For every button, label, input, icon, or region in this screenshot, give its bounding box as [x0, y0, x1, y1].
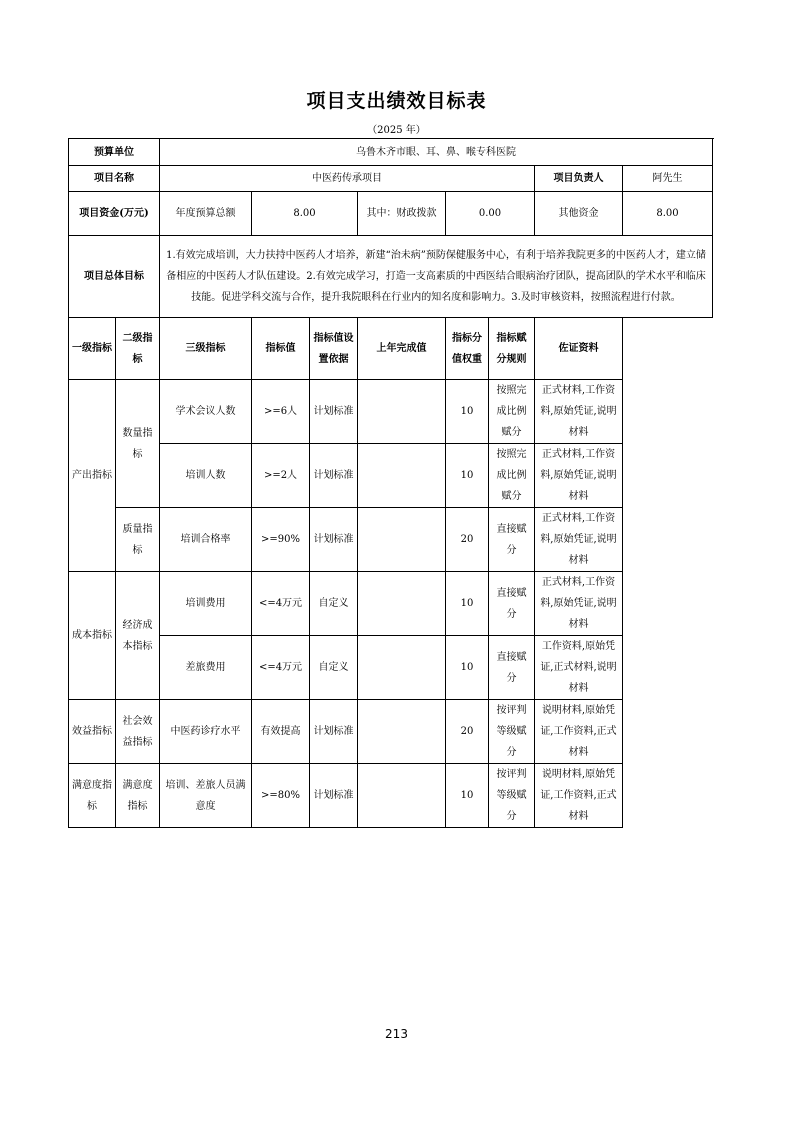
table-row	[69, 380, 713, 444]
indicator-basis: 计划标准	[310, 380, 358, 444]
indicator-basis: 计划标准	[310, 764, 358, 828]
goal-label: 项目总体目标	[69, 236, 160, 318]
indicator-rule: 直接赋分	[489, 572, 535, 636]
level1-benefit: 效益指标	[69, 700, 116, 764]
budget-unit-value: 乌鲁木齐市眼、耳、鼻、喉专科医院	[160, 139, 713, 166]
table-row	[69, 572, 713, 636]
indicator-basis: 计划标准	[310, 444, 358, 508]
other-funds-label: 其他资金	[535, 192, 623, 236]
header-level1: 一级指标	[69, 318, 116, 380]
indicator-rule: 按照完成比例赋分	[489, 444, 535, 508]
indicator-name: 培训、差旅人员满意度	[160, 764, 252, 828]
indicator-basis: 计划标准	[310, 508, 358, 572]
goal-row	[69, 236, 713, 318]
table-row	[69, 636, 713, 700]
indicator-value: >=2人	[252, 444, 310, 508]
performance-table	[68, 138, 713, 828]
header-level2: 二级指标	[116, 318, 160, 380]
level2-quantity: 数量指标	[116, 380, 160, 508]
project-name-value: 中医药传承项目	[160, 166, 535, 192]
level2-satisfaction: 满意度指标	[116, 764, 160, 828]
indicator-last-year	[358, 444, 446, 508]
page-title: 项目支出绩效目标表	[306, 90, 487, 112]
header-row	[69, 318, 713, 380]
header-value: 指标值	[252, 318, 310, 380]
funds-label: 项目资金(万元)	[69, 192, 160, 236]
indicator-rule: 直接赋分	[489, 508, 535, 572]
other-funds-value: 8.00	[623, 192, 713, 236]
indicator-weight: 20	[446, 508, 489, 572]
indicator-proof: 正式材料,工作资料,原始凭证,说明材料	[535, 380, 623, 444]
header-last-year: 上年完成值	[358, 318, 446, 380]
indicator-name: 学术会议人数	[160, 380, 252, 444]
indicator-name: 培训费用	[160, 572, 252, 636]
indicator-weight: 10	[446, 380, 489, 444]
indicator-weight: 10	[446, 636, 489, 700]
indicator-proof: 说明材料,原始凭证,工作资料,正式材料	[535, 700, 623, 764]
header-proof: 佐证资料	[535, 318, 623, 380]
indicator-rule: 按照完成比例赋分	[489, 380, 535, 444]
indicator-name: 差旅费用	[160, 636, 252, 700]
funds-row	[69, 192, 713, 236]
indicator-name: 培训合格率	[160, 508, 252, 572]
goal-text: 1.有效完成培训，大力扶持中医药人才培养，新建“治未病”预防保健服务中心，有利于培养我院更多的中医药人才，建立储备相应的中医药人才队伍建设。2.有效完成学习，打造一支高素质的中西医结合眼病治疗团队，提高团队的学术水平和临床技能。促进学科交流与合作，提升我院眼科在行业内的知名度和影响力。3.及时审核资料，按照流程进行付款。	[160, 236, 713, 318]
table-row	[69, 764, 713, 828]
indicator-proof: 正式材料,工作资料,原始凭证,说明材料	[535, 444, 623, 508]
level2-social: 社会效益指标	[116, 700, 160, 764]
header-rule: 指标赋分规则	[489, 318, 535, 380]
annual-total-value: 8.00	[252, 192, 358, 236]
indicator-last-year	[358, 700, 446, 764]
level2-quality: 质量指标	[116, 508, 160, 572]
leader-value: 阿先生	[623, 166, 713, 192]
year-label: （2025 年）	[367, 125, 426, 136]
indicator-proof: 正式材料,工作资料,原始凭证,说明材料	[535, 572, 623, 636]
level2-economic: 经济成本指标	[116, 572, 160, 700]
indicator-last-year	[358, 380, 446, 444]
page-number: 213	[385, 1027, 408, 1041]
indicator-value: <=4万元	[252, 572, 310, 636]
project-name-row	[69, 166, 713, 192]
indicator-value: >=6人	[252, 380, 310, 444]
indicator-weight: 10	[446, 764, 489, 828]
indicator-last-year	[358, 764, 446, 828]
indicator-last-year	[358, 572, 446, 636]
header-weight: 指标分值权重	[446, 318, 489, 380]
indicator-weight: 20	[446, 700, 489, 764]
indicator-name: 培训人数	[160, 444, 252, 508]
indicator-value: >=90%	[252, 508, 310, 572]
indicator-name: 中医药诊疗水平	[160, 700, 252, 764]
indicator-last-year	[358, 508, 446, 572]
level1-cost: 成本指标	[69, 572, 116, 700]
indicator-proof: 正式材料,工作资料,原始凭证,说明材料	[535, 508, 623, 572]
indicator-basis: 计划标准	[310, 700, 358, 764]
fiscal-label: 其中：财政拨款	[358, 192, 446, 236]
indicator-proof: 说明材料,原始凭证,工作资料,正式材料	[535, 764, 623, 828]
fiscal-value: 0.00	[446, 192, 535, 236]
level1-output: 产出指标	[69, 380, 116, 572]
level1-satisfaction: 满意度指标	[69, 764, 116, 828]
indicator-value: >=80%	[252, 764, 310, 828]
annual-total-label: 年度预算总额	[160, 192, 252, 236]
header-basis: 指标值设置依据	[310, 318, 358, 380]
leader-label: 项目负责人	[535, 166, 623, 192]
header-level3: 三级指标	[160, 318, 252, 380]
project-name-label: 项目名称	[69, 166, 160, 192]
budget-unit-label: 预算单位	[69, 139, 160, 166]
table-row	[69, 444, 713, 508]
indicator-rule: 按评判等级赋分	[489, 700, 535, 764]
table-row	[69, 700, 713, 764]
indicator-weight: 10	[446, 444, 489, 508]
indicator-last-year	[358, 636, 446, 700]
table-row	[69, 508, 713, 572]
indicator-value: <=4万元	[252, 636, 310, 700]
indicator-value: 有效提高	[252, 700, 310, 764]
budget-unit-row	[69, 139, 713, 166]
indicator-basis: 自定义	[310, 636, 358, 700]
indicator-rule: 按评判等级赋分	[489, 764, 535, 828]
indicator-weight: 10	[446, 572, 489, 636]
indicator-proof: 工作资料,原始凭证,正式材料,说明材料	[535, 636, 623, 700]
indicator-basis: 自定义	[310, 572, 358, 636]
indicator-rule: 直接赋分	[489, 636, 535, 700]
